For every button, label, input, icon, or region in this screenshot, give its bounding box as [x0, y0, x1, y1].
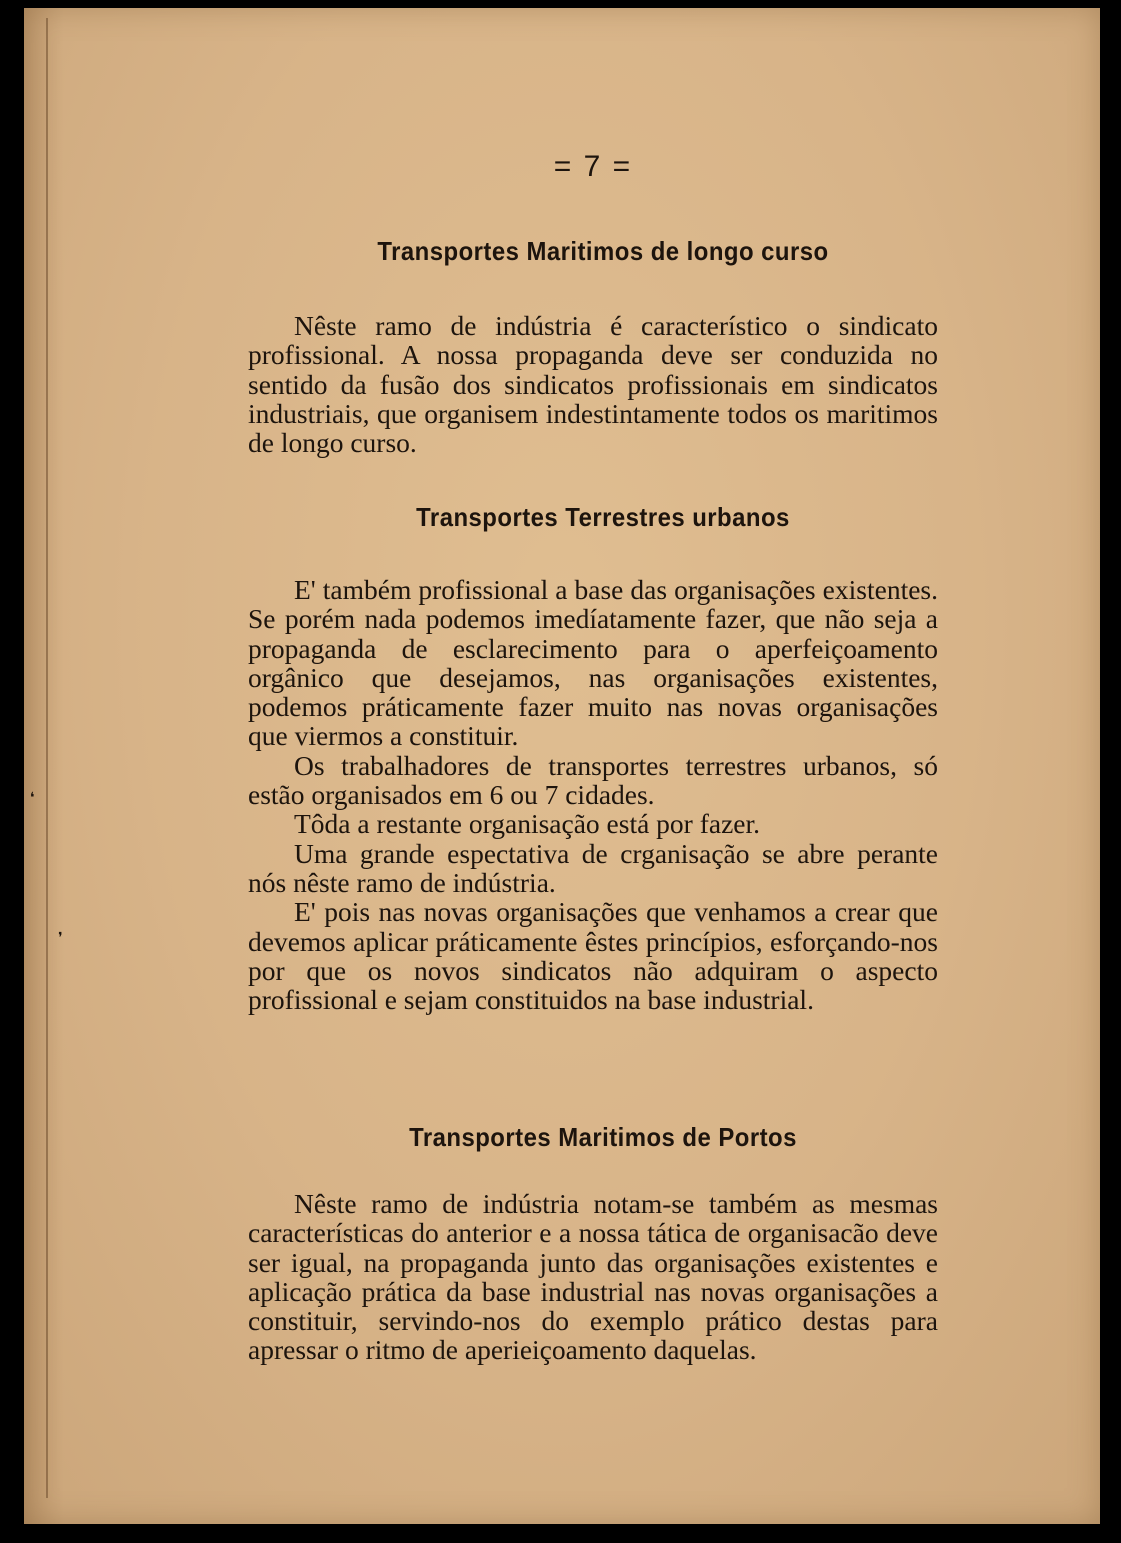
- margin-mark-icon: ❛: [30, 790, 35, 806]
- paragraph: E' também profissional a base das organisações existentes. Se porém nada podemos imedíatamente fazer, que não seja a propaganda de esclarecimento para o aperfeiçoamento orgânico que desejamos, nas organisações existentes, podemos práticamente fazer muito nas novas organisações que viermos a constituir.: [248, 574, 938, 752]
- section-heading-maritimos-longo-curso: Transportes Maritimos de longo curso: [377, 236, 829, 266]
- section-body-maritimos-portos: [248, 1189, 938, 1365]
- paragraph: Tôda a restante organisação está por fazer.: [294, 808, 760, 840]
- paragraph: Uma grande espectativa de crganisação se abre perante nós nêste ramo de indústria.: [248, 837, 938, 898]
- paragraph: Nêste ramo de indústria é característico o sindicato profissional. A nossa propaganda deve ser conduzida no sentido da fusão dos sindicatos profissionais em sindicatos industriais, que organisem indestintamente todos os maritimos de longo curso.: [248, 310, 938, 459]
- paragraph: Os trabalhadores de transportes terrestres urbanos, só estão organisados em 6 ou 7 cidades.: [248, 749, 938, 811]
- section-heading-terrestres-urbanos: Transportes Terrestres urbanos: [416, 502, 790, 532]
- section-body-terrestres-urbanos: [248, 575, 938, 1014]
- section-body-maritimos-longo-curso: [248, 311, 938, 457]
- paragraph: E' pois nas novas organisações que venhamos a crear que devemos aplicar práticamente êstes princípios, esforçando-nos por que os novos sindicatos não adquiram o aspecto profissional e sejam constituidos na base industrial.: [248, 896, 938, 1016]
- section-heading-maritimos-portos: Transportes Maritimos de Portos: [409, 1122, 797, 1152]
- page-gutter: [46, 18, 48, 1498]
- page-number: = 7 =: [553, 150, 633, 183]
- paragraph: Nêste ramo de indústria notam-se também as mesmas características do anterior e a nossa tática de organisacão deve ser igual, na propaganda junto das organisações existentes e aplicação prática da base industrial nas novas organisações a constituir, servindo-nos do exemplo prático destas para apressar o ritmo de aperieiçoamento daquelas.: [248, 1188, 938, 1366]
- margin-mark-icon: ❜: [58, 930, 63, 946]
